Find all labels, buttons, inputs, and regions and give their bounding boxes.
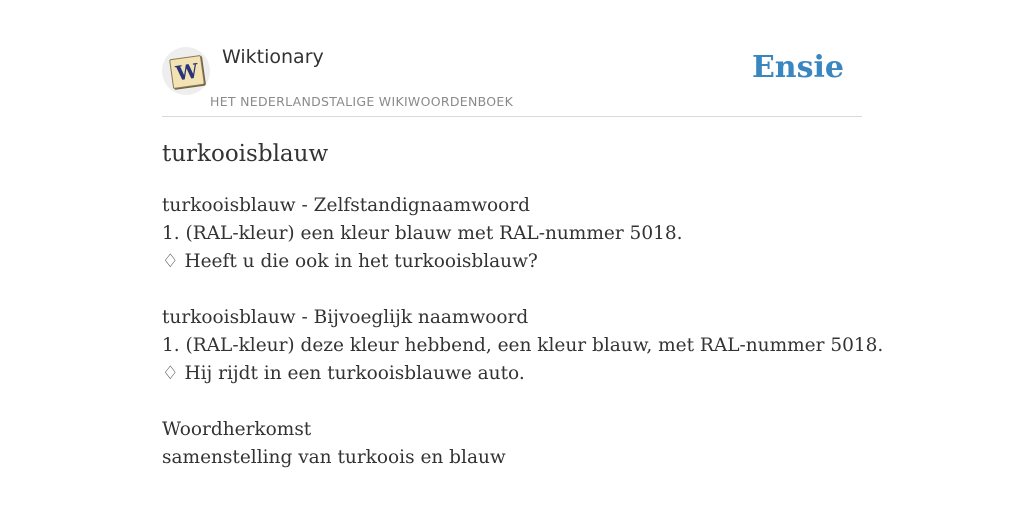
definition-noun: 1. (RAL-kleur) een kleur blauw met RAL-nummer 5018. <box>162 223 683 244</box>
definition-adjective: 1. (RAL-kleur) deze kleur hebbend, een kleur blauw, met RAL-nummer 5018. <box>162 335 884 356</box>
spacer <box>162 388 882 416</box>
site-name[interactable]: Wiktionary <box>222 46 324 68</box>
logo-tile-icon <box>169 55 205 89</box>
entry-content <box>162 138 882 472</box>
section-heading-adjective: turkooisblauw - Bijvoeglijk naamwoord <box>162 307 529 328</box>
logo-letter: W <box>174 58 200 86</box>
ensie-brand-link[interactable]: Ensie <box>751 50 844 85</box>
etymology-text: samenstelling van turkoois en blauw <box>162 447 506 468</box>
etymology-heading: Woordherkomst <box>162 419 312 440</box>
spacer <box>162 276 882 304</box>
example-adjective: ♢ Hij rijdt in een turkooisblauwe auto. <box>162 363 525 384</box>
site-subtitle: HET NEDERLANDSTALIGE WIKIWOORDENBOEK <box>210 94 514 109</box>
page-title: turkooisblauw <box>162 141 329 167</box>
site-header <box>162 40 862 117</box>
entry-body <box>162 192 882 472</box>
example-noun: ♢ Heeft u die ook in het turkooisblauw? <box>162 251 538 272</box>
section-heading-noun: turkooisblauw - Zelfstandignaamwoord <box>162 195 530 216</box>
wiktionary-logo[interactable] <box>162 47 210 95</box>
